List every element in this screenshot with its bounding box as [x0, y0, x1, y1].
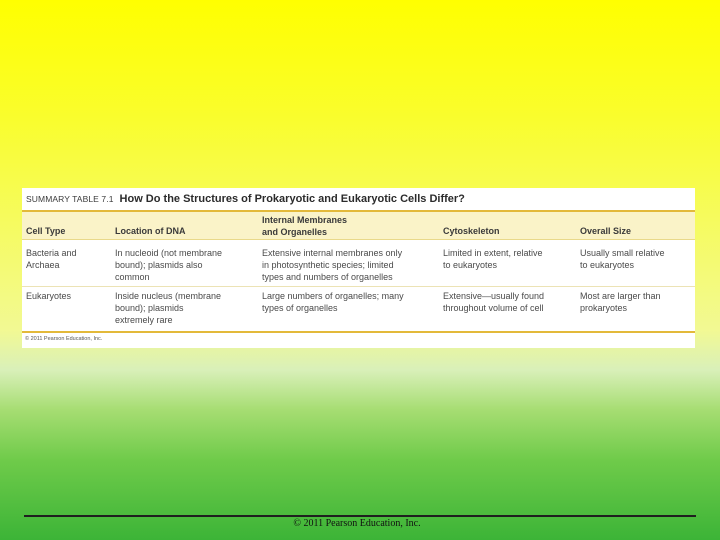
cell-text: Extensive—usually found — [443, 291, 545, 301]
cell-text: Extensive internal membranes only — [262, 248, 403, 258]
cell-text: In nucleoid (not membrane — [115, 248, 223, 258]
row-divider — [22, 286, 695, 287]
header-cell-type — [26, 225, 110, 237]
header-text: Cytoskeleton — [443, 226, 500, 236]
row-2-cell-type — [26, 290, 110, 302]
table-title: How Do the Structures of Prokaryotic and Eukaryotic Cells Differ? — [119, 193, 465, 205]
cell-text: Eukaryotes — [26, 291, 72, 301]
footer-copyright — [0, 518, 720, 529]
row-2-location-of-dna — [115, 290, 255, 326]
row-1-cytoskeleton — [443, 247, 575, 271]
cell-text: Usually small relative — [580, 248, 665, 258]
header-overall-size — [580, 225, 692, 237]
row-1-cell-type — [26, 247, 110, 271]
cell-text: types of organelles — [262, 303, 338, 313]
cell-text: Inside nucleus (membrane — [115, 291, 222, 301]
summary-table — [22, 188, 695, 348]
cell-text: common — [115, 272, 150, 282]
cell-text: bound); plasmids also — [115, 260, 203, 270]
row-1-location-of-dna — [115, 247, 255, 283]
row-2-cytoskeleton — [443, 290, 575, 314]
header-internal-membranes — [262, 214, 440, 238]
cell-text: Large numbers of organelles; many — [262, 291, 404, 301]
row-2-internal-membranes — [262, 290, 440, 314]
cell-text: types and numbers of organelles — [262, 272, 393, 282]
header-text: Overall Size — [580, 226, 632, 236]
table-bottom-rule — [22, 331, 695, 333]
footer-divider — [24, 515, 696, 517]
table-label: SUMMARY TABLE 7.1 — [26, 194, 114, 204]
table-title-row — [22, 188, 695, 210]
cell-text: Most are larger than — [580, 291, 661, 301]
header-text: and Organelles — [262, 227, 328, 237]
cell-text: prokaryotes — [580, 303, 628, 313]
header-text: Cell Type — [26, 226, 66, 236]
header-cytoskeleton — [443, 225, 575, 237]
cell-text: throughout volume of cell — [443, 303, 544, 313]
header-location-of-dna — [115, 225, 255, 237]
cell-text: to eukaryotes — [443, 260, 498, 270]
image-credit: © 2011 Pearson Education, Inc. — [25, 336, 103, 342]
footer-copyright-text: © 2011 Pearson Education, Inc. — [293, 518, 421, 529]
row-2-overall-size — [580, 290, 692, 314]
cell-text: bound); plasmids — [115, 303, 184, 313]
table-header-row — [22, 210, 695, 240]
cell-text: Bacteria and — [26, 248, 77, 258]
row-1-internal-membranes — [262, 247, 440, 283]
row-1-overall-size — [580, 247, 692, 271]
cell-text: to eukaryotes — [580, 260, 635, 270]
cell-text: Limited in extent, relative — [443, 248, 543, 258]
cell-text: in photosynthetic species; limited — [262, 260, 394, 270]
cell-text: Archaea — [26, 260, 60, 270]
header-text: Location of DNA — [115, 226, 186, 236]
cell-text: extremely rare — [115, 315, 173, 325]
header-text: Internal Membranes — [262, 215, 348, 225]
